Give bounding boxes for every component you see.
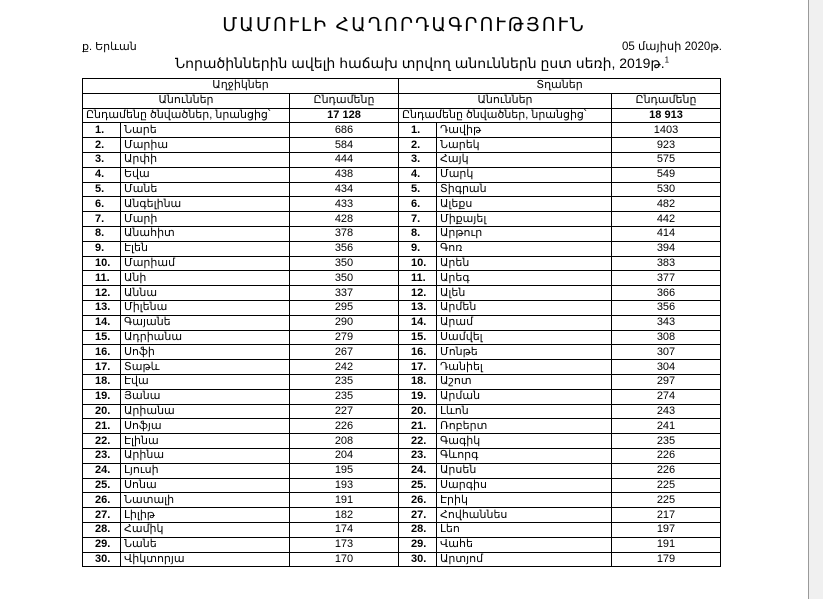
table-row [83,256,721,271]
girl-name: Ադրիանա [121,330,290,345]
boy-name: Մարկ [437,167,612,182]
girl-rank: 21. [83,419,121,434]
girl-name: Անահիտ [121,226,290,241]
table-row [83,522,721,537]
table-row [83,508,721,523]
girl-count: 350 [290,271,399,286]
boy-rank: 12. [399,286,437,301]
boy-rank: 28. [399,522,437,537]
girl-count: 174 [290,522,399,537]
boy-count: 243 [612,404,721,419]
boy-rank: 24. [399,463,437,478]
girl-rank: 6. [83,197,121,212]
boy-name: Սամվել [437,330,612,345]
boy-rank: 14. [399,315,437,330]
boys-total-value: 18 913 [612,108,721,123]
table-row [83,315,721,330]
boy-name: Ռոբերտ [437,419,612,434]
girl-count: 295 [290,300,399,315]
girl-name: Եվա [121,167,290,182]
girl-name: Վիկտորյա [121,552,290,567]
boy-name: Հովհաննես [437,508,612,523]
boy-name: Լևոն [437,404,612,419]
girl-count: 193 [290,478,399,493]
girl-count: 208 [290,434,399,449]
boy-rank: 16. [399,345,437,360]
boy-rank: 15. [399,330,437,345]
column-header-row [83,93,721,108]
boy-count: 575 [612,152,721,167]
girl-name: Նատալի [121,493,290,508]
girl-rank: 2. [83,138,121,153]
boy-count: 1403 [612,123,721,138]
table-row [83,345,721,360]
boy-rank: 5. [399,182,437,197]
boy-rank: 27. [399,508,437,523]
table-row [83,463,721,478]
boy-rank: 1. [399,123,437,138]
girl-rank: 17. [83,360,121,375]
boy-count: 414 [612,226,721,241]
table-row [83,241,721,256]
city-label: ք. Երևան [82,41,137,53]
boy-name: Արթուր [437,226,612,241]
girl-rank: 1. [83,123,121,138]
girl-name: Էլեն [121,241,290,256]
girl-rank: 26. [83,493,121,508]
boy-count: 394 [612,241,721,256]
boy-name: Գագիկ [437,434,612,449]
boys-names-header: Անուններ [399,93,612,108]
girl-rank: 14. [83,315,121,330]
girl-count: 170 [290,552,399,567]
girl-count: 356 [290,241,399,256]
girl-name: Արփի [121,152,290,167]
girl-name: Անի [121,271,290,286]
table-row [83,419,721,434]
table-row [83,374,721,389]
boy-name: Դանիել [437,360,612,375]
girl-count: 434 [290,182,399,197]
girl-name: Էլինա [121,434,290,449]
table-row [83,138,721,153]
boy-count: 179 [612,552,721,567]
boy-count: 226 [612,448,721,463]
boy-count: 307 [612,345,721,360]
girl-name: Աննա [121,286,290,301]
subtitle-text: Նորածիններին ավելի հաճախ տրվող անուններն ըստ սեռի, 2019թ. [174,55,665,71]
girl-count: 350 [290,256,399,271]
boys-count-header: Ընդամենը [612,93,721,108]
boy-rank: 4. [399,167,437,182]
girl-rank: 23. [83,448,121,463]
table-row [83,478,721,493]
names-table [82,78,721,567]
girl-count: 195 [290,463,399,478]
girl-name: Սոնա [121,478,290,493]
girls-total-label: Ընդամենը ծնվածներ, նրանցից՝ [83,108,290,123]
girl-count: 686 [290,123,399,138]
boy-count: 225 [612,493,721,508]
table-row [83,404,721,419]
table-row [83,537,721,552]
girl-name: Գայանե [121,315,290,330]
date-label: 05 մայիսի 2020թ. [622,41,722,53]
girl-rank: 20. [83,404,121,419]
boy-rank: 29. [399,537,437,552]
boy-rank: 19. [399,389,437,404]
girl-rank: 3. [83,152,121,167]
girls-count-header: Ընդամենը [290,93,399,108]
girl-rank: 8. [83,226,121,241]
boy-name: Արտյոմ [437,552,612,567]
boy-rank: 17. [399,360,437,375]
boy-name: Էրիկ [437,493,612,508]
boy-name: Դավիթ [437,123,612,138]
boy-name: Արմեն [437,300,612,315]
boy-name: Սարգիս [437,478,612,493]
table-row [83,197,721,212]
boy-count: 226 [612,463,721,478]
page-title: ՄԱՄՈՒԼԻ ՀԱՂՈՐԴԱԳՐՈՒԹՅՈՒՆ [222,15,586,36]
girl-count: 378 [290,226,399,241]
table-row [83,212,721,227]
boy-count: 366 [612,286,721,301]
boy-name: Ալեն [437,286,612,301]
boy-rank: 18. [399,374,437,389]
girl-count: 182 [290,508,399,523]
boy-count: 308 [612,330,721,345]
boy-rank: 2. [399,138,437,153]
boy-rank: 9. [399,241,437,256]
boy-count: 225 [612,478,721,493]
boy-count: 442 [612,212,721,227]
table-row [83,271,721,286]
boy-rank: 11. [399,271,437,286]
girl-name: Սոֆյա [121,419,290,434]
boy-rank: 10. [399,256,437,271]
boy-count: 191 [612,537,721,552]
girl-rank: 27. [83,508,121,523]
boy-rank: 30. [399,552,437,567]
girl-name: Տաթև [121,360,290,375]
girls-header: Աղջիկներ [83,79,399,94]
girl-name: Սոֆի [121,345,290,360]
girl-rank: 24. [83,463,121,478]
table-row [83,389,721,404]
table-row [83,360,721,375]
table-row [83,434,721,449]
boy-count: 549 [612,167,721,182]
boy-name: Մոնթե [437,345,612,360]
girl-rank: 28. [83,522,121,537]
boys-header: Տղաներ [399,79,721,94]
girl-name: Անգելինա [121,197,290,212]
girl-count: 279 [290,330,399,345]
boy-rank: 13. [399,300,437,315]
boy-rank: 3. [399,152,437,167]
girl-count: 191 [290,493,399,508]
girl-name: Համիկ [121,522,290,537]
girl-rank: 11. [83,271,121,286]
boy-count: 304 [612,360,721,375]
table-row [83,182,721,197]
girl-rank: 19. [83,389,121,404]
table-row [83,448,721,463]
table-row [83,493,721,508]
boy-rank: 8. [399,226,437,241]
boy-name: Արեն [437,256,612,271]
boy-name: Տիգրան [437,182,612,197]
boy-name: Նարեկ [437,138,612,153]
girl-name: Նանե [121,537,290,552]
girl-count: 227 [290,404,399,419]
girl-name: Յանա [121,389,290,404]
table-row [83,286,721,301]
girl-count: 584 [290,138,399,153]
girls-names-header: Անուններ [83,93,290,108]
boy-name: Արեգ [437,271,612,286]
girl-count: 438 [290,167,399,182]
girl-count: 433 [290,197,399,212]
boy-rank: 20. [399,404,437,419]
boy-rank: 22. [399,434,437,449]
girl-rank: 13. [83,300,121,315]
gender-header-row [83,79,721,94]
girl-rank: 12. [83,286,121,301]
girl-count: 337 [290,286,399,301]
girl-name: Արիանա [121,404,290,419]
boy-rank: 21. [399,419,437,434]
table-subtitle [0,55,808,72]
page-edge-shadow [808,0,823,599]
boy-count: 241 [612,419,721,434]
girl-name: Մարիա [121,138,290,153]
boy-count: 377 [612,271,721,286]
boys-total-label: Ընդամենը ծնվածներ, նրանցից՝ [399,108,612,123]
girl-name: Լյուսի [121,463,290,478]
girl-count: 204 [290,448,399,463]
girl-rank: 18. [83,374,121,389]
girl-count: 226 [290,419,399,434]
boy-name: Ալեքս [437,197,612,212]
boy-count: 197 [612,522,721,537]
footnote-mark: 1 [664,55,670,65]
table-row [83,300,721,315]
boy-count: 530 [612,182,721,197]
boy-count: 356 [612,300,721,315]
girl-count: 173 [290,537,399,552]
boy-rank: 6. [399,197,437,212]
boy-rank: 7. [399,212,437,227]
boy-name: Գևորգ [437,448,612,463]
boy-count: 274 [612,389,721,404]
girl-count: 428 [290,212,399,227]
girl-rank: 7. [83,212,121,227]
girl-name: Մարիամ [121,256,290,271]
boy-count: 217 [612,508,721,523]
table-row [83,123,721,138]
girl-count: 267 [290,345,399,360]
boy-rank: 23. [399,448,437,463]
table-row [83,330,721,345]
girl-name: Արինա [121,448,290,463]
table-row [83,226,721,241]
table-row [83,167,721,182]
girl-count: 290 [290,315,399,330]
boy-count: 297 [612,374,721,389]
girl-rank: 29. [83,537,121,552]
girl-name: Մարի [121,212,290,227]
boy-name: Վահե [437,537,612,552]
girl-rank: 15. [83,330,121,345]
girl-rank: 9. [83,241,121,256]
total-row [83,108,721,123]
girl-rank: 30. [83,552,121,567]
girl-rank: 16. [83,345,121,360]
girl-rank: 22. [83,434,121,449]
boy-count: 383 [612,256,721,271]
girl-count: 235 [290,389,399,404]
boy-name: Հայկ [437,152,612,167]
girl-name: Միլենա [121,300,290,315]
girl-count: 235 [290,374,399,389]
girl-rank: 5. [83,182,121,197]
girl-name: Էվա [121,374,290,389]
boy-count: 235 [612,434,721,449]
girl-name: Մանե [121,182,290,197]
girl-rank: 10. [83,256,121,271]
boy-name: Արամ [437,315,612,330]
boy-count: 923 [612,138,721,153]
boy-rank: 26. [399,493,437,508]
boy-name: Արման [437,389,612,404]
boy-name: Լեո [437,522,612,537]
boy-name: Միքայել [437,212,612,227]
boy-name: Գոռ [437,241,612,256]
boy-name: Արսեն [437,463,612,478]
boy-count: 343 [612,315,721,330]
boy-name: Աշոտ [437,374,612,389]
table-row [83,552,721,567]
girl-name: Նարե [121,123,290,138]
girl-rank: 25. [83,478,121,493]
girl-count: 444 [290,152,399,167]
girls-total-value: 17 128 [290,108,399,123]
girl-name: Լիլիթ [121,508,290,523]
girl-rank: 4. [83,167,121,182]
boy-count: 482 [612,197,721,212]
table-row [83,152,721,167]
boy-rank: 25. [399,478,437,493]
girl-count: 242 [290,360,399,375]
